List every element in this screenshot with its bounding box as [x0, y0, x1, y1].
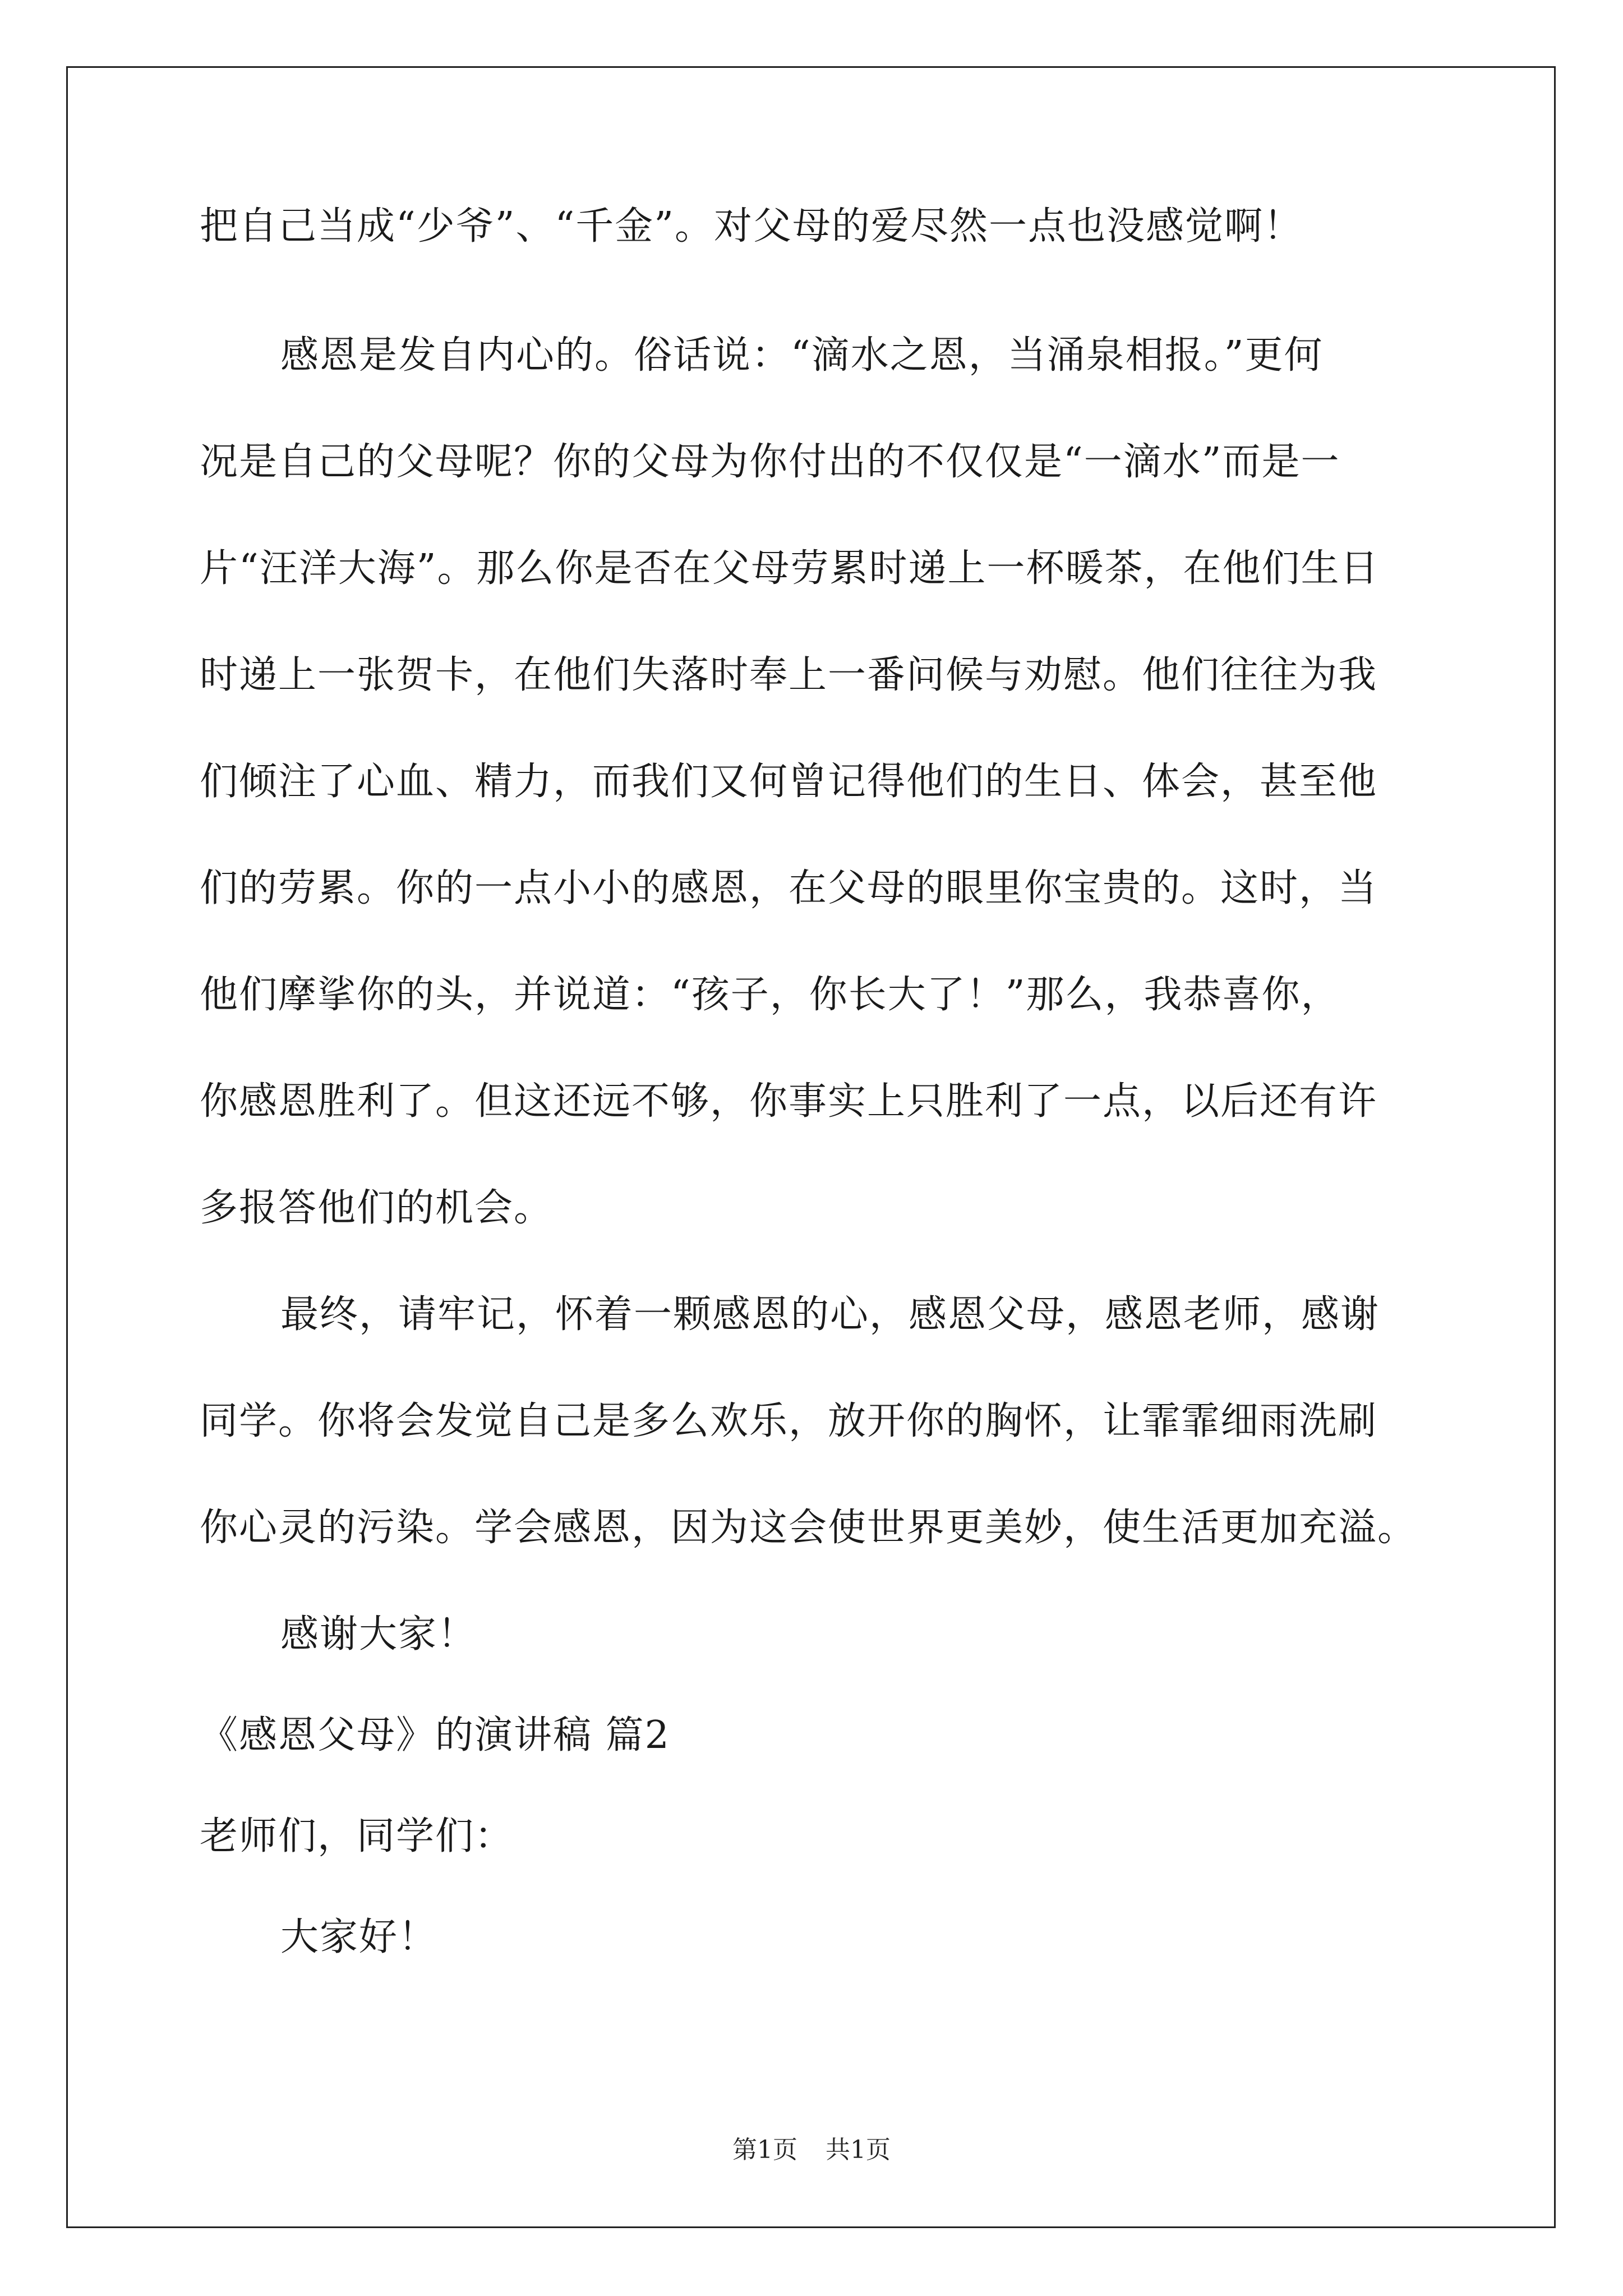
paragraph-line: 同学。你将会发觉自己是多么欢乐，放开你的胸怀，让霏霏细雨洗刷	[200, 1399, 1378, 1443]
paragraph-line: 们倾注了心血、精力，而我们又何曾记得他们的生日、体会，甚至他	[200, 760, 1378, 804]
paragraph-line: 你心灵的污染。学会感恩，因为这会使世界更美妙，使生活更加充溢。	[200, 1506, 1417, 1550]
paragraph-line: 们的劳累。你的一点小小的感恩，在父母的眼里你宝贵的。这时，当	[200, 866, 1378, 910]
greeting-line: 老师们，同学们：	[200, 1814, 514, 1858]
section-title: 《感恩父母》的演讲稿 篇2	[200, 1713, 670, 1757]
page-total: 共1页	[826, 2136, 891, 2164]
paragraph-line: 片“汪洋大海”。那么你是否在父母劳累时递上一杯暖茶，在他们生日	[200, 546, 1380, 591]
paragraph-line: 时递上一张贺卡，在他们失落时奉上一番问候与劝慰。他们往往为我	[200, 653, 1378, 697]
paragraph-line: 感恩是发自内心的。俗话说：“滴水之恩，当涌泉相报。”更何	[280, 333, 1324, 378]
page-footer	[0, 2133, 1623, 2167]
page-border	[66, 66, 1556, 2228]
hello-line: 大家好！	[280, 1915, 438, 1959]
paragraph-line: 最终，请牢记，怀着一颗感恩的心，感恩父母，感恩老师，感谢	[280, 1292, 1380, 1337]
paragraph-line: 把自己当成“少爷”、“千金”。对父母的爱尽然一点也没感觉啊！	[200, 204, 1303, 249]
paragraph-line: 多报答他们的机会。	[200, 1186, 554, 1230]
paragraph-line: 你感恩胜利了。但这还远不够，你事实上只胜利了一点，以后还有许	[200, 1079, 1378, 1124]
paragraph-line: 况是自己的父母呢？你的父母为你付出的不仅仅是“一滴水”而是一	[200, 440, 1340, 484]
page-number: 第1页	[732, 2136, 797, 2164]
paragraph-line: 他们摩挲你的头，并说道：“孩子，你长大了！”那么，我恭喜你，	[200, 973, 1340, 1017]
paragraph-line: 感谢大家！	[280, 1612, 477, 1657]
